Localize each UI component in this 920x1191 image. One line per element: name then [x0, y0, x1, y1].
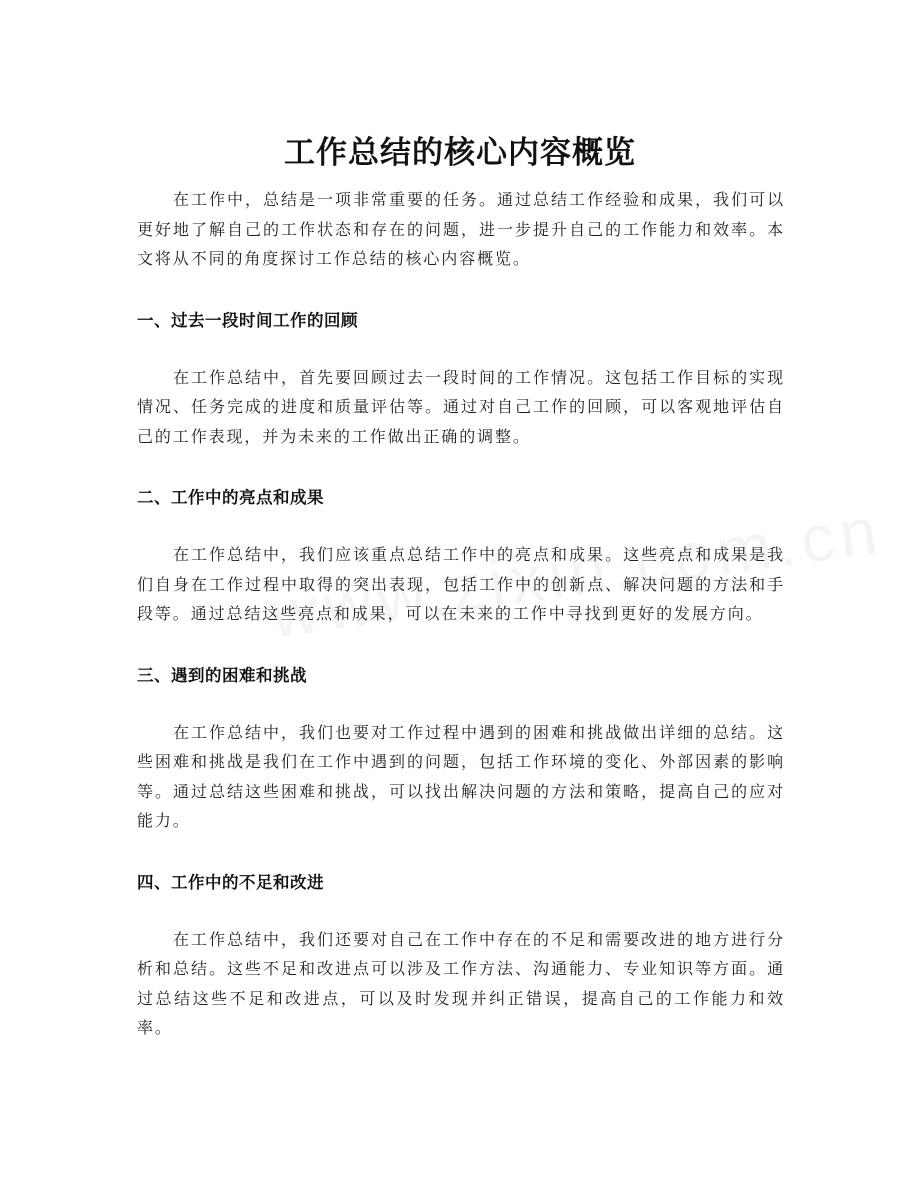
section-body-review: 在工作总结中，首先要回顾过去一段时间的工作情况。这包括工作目标的实现情况、任务完成的进度和质量评估等。通过对自己工作的回顾，可以客观地评估自己的工作表现，并为未来的工作做出正确的调整。 [137, 367, 785, 446]
document-body [137, 185, 785, 1043]
section-body-improvements: 在工作总结中，我们还要对自己在工作中存在的不足和需要改进的地方进行分析和总结。这些不足和改进点可以涉及工作方法、沟通能力、专业知识等方面。通过总结这些不足和改进点，可以及时发现并纠正错误，提高自己的工作能力和效率。 [137, 929, 785, 1037]
section-heading-improvements: 四、工作中的不足和改进 [137, 872, 324, 892]
section-heading-challenges: 三、遇到的困难和挑战 [137, 665, 307, 685]
section-heading-review: 一、过去一段时间工作的回顾 [137, 310, 358, 330]
intro-paragraph: 在工作中，总结是一项非常重要的任务。通过总结工作经验和成果，我们可以更好地了解自己的工作状态和存在的问题，进一步提升自己的工作能力和效率。本文将从不同的角度探讨工作总结的核心内容概览。 [137, 190, 785, 268]
section-body-challenges: 在工作总结中，我们也要对工作过程中遇到的困难和挑战做出详细的总结。这些困难和挑战是我们在工作中遇到的问题，包括工作环境的变化、外部因素的影响等。通过总结这些困难和挑战，可以找出解决问题的方法和策略，提高自己的应对能力。 [137, 722, 785, 830]
section-heading-highlights: 二、工作中的亮点和成果 [137, 488, 324, 507]
page-title: 工作总结的核心内容概览 [284, 134, 636, 171]
section-body-highlights: 在工作总结中，我们应该重点总结工作中的亮点和成果。这些亮点和成果是我们自身在工作过程中取得的突出表现，包括工作中的创新点、解决问题的方法和手段等。通过总结这些亮点和成果，可以在未来的工作中寻找到更好的发展方向。 [137, 545, 785, 623]
